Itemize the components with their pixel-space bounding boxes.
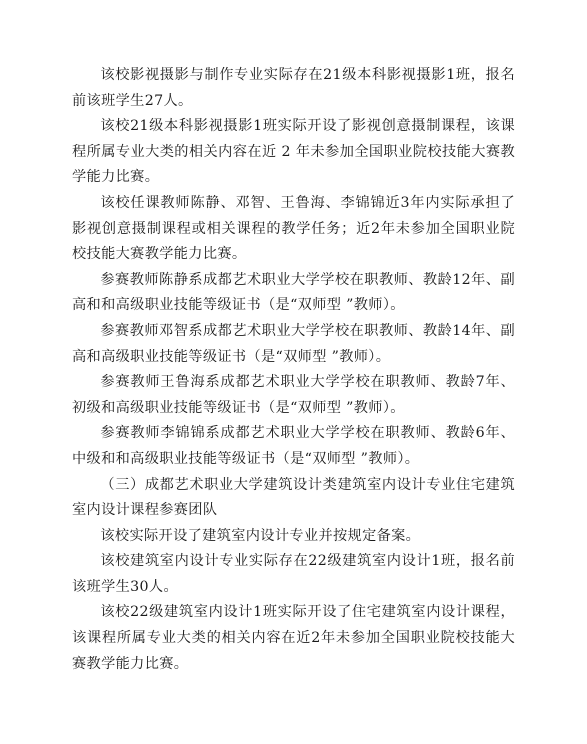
paragraph-class-enrollment-film: 该校影视摄影与制作专业实际存在21级本科影视摄影1班，报名前该班学生27人。 [72,67,515,109]
paragraph-course-interior: 该校22级建筑室内设计1班实际开设了住宅建筑室内设计课程，该课程所属专业大类的相关内容在近2年未参加全国职业院校技能大赛教学能力比赛。 [72,604,515,672]
section-heading-interior-design: （三）成都艺术职业大学建筑设计类建筑室内设计专业住宅建筑室内设计课程参赛团队 [72,476,515,519]
paragraph-class-enrollment-interior: 该校建筑室内设计专业实际存在22级建筑室内设计1班，报名前该班学生30人。 [72,553,515,595]
paragraph-major-registration: 该校实际开设了建筑室内设计专业并按规定备案。 [100,527,421,544]
paragraph-teacher-chen-jing: 参赛教师陈静系成都艺术职业大学学校在职教师、教龄12年、副高和和高级职业技能等级证书（是“双师型 ”教师）。 [72,271,515,314]
paragraph-course-film: 该校21级本科影视摄影1班实际开设了影视创意摄制课程，该课程所属专业大类的相关内容在近 2 年未参加全国职业院校技能大赛教学能力比赛。 [72,118,515,186]
paragraph-teacher-deng-zhi: 参赛教师邓智系成都艺术职业大学学校在职教师、教龄14年、副高和高级职业技能等级证书（是“双师型 ”教师）。 [72,322,515,365]
paragraph-teachers-film: 该校任课教师陈静、邓智、王鲁海、李锦锦近3年内实际承担了影视创意摄制课程或相关课程的教学任务；近2年未参加全国职业院校技能大赛教学能力比赛。 [72,194,515,263]
paragraph-teacher-wang-luhai: 参赛教师王鲁海系成都艺术职业大学学校在职教师、教龄7年、初级和高级职业技能等级证书（是“双师型 ”教师）。 [72,374,515,416]
paragraph-teacher-li-jinjin: 参赛教师李锦锦系成都艺术职业大学学校在职教师、教龄6年、中级和和高级职业技能等级证书（是“双师型 ”教师）。 [72,425,515,467]
